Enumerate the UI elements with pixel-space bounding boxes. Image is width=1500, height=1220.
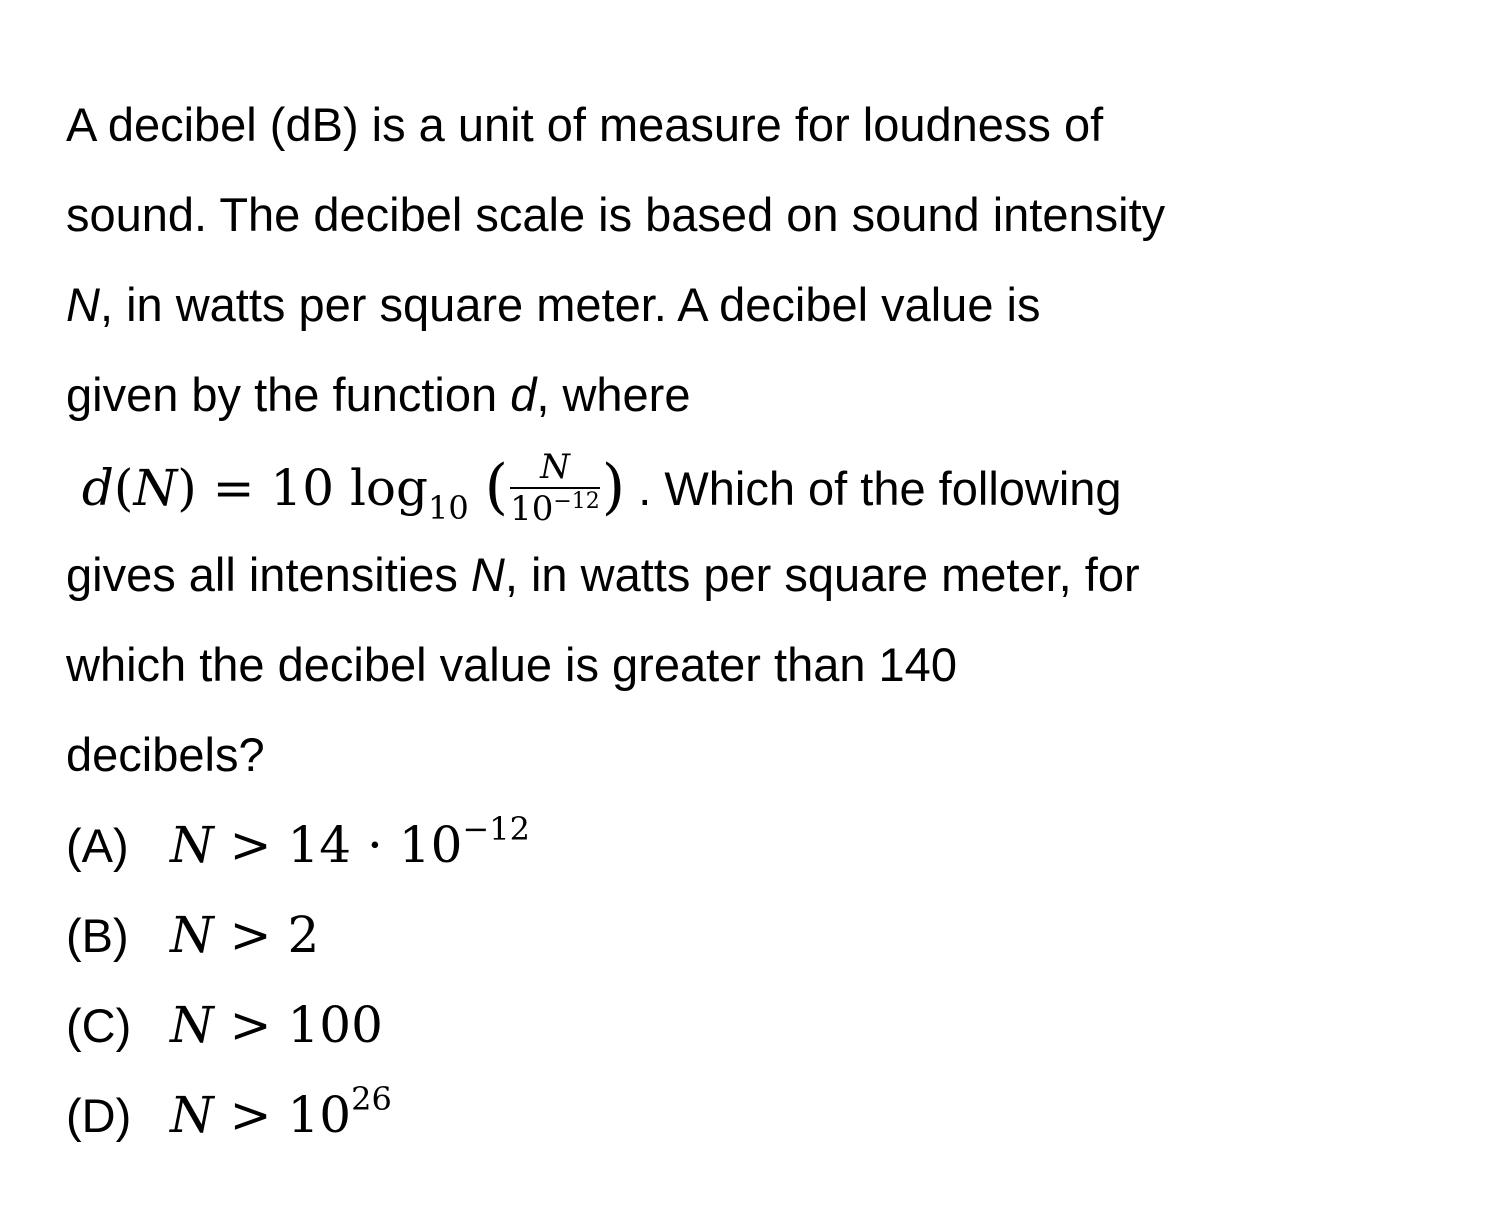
choice-label: (A)	[66, 819, 129, 872]
choice-math	[170, 906, 319, 964]
formula-log-base: 10	[428, 489, 469, 527]
variable-n: N	[470, 548, 505, 601]
question-line-4	[66, 350, 1466, 440]
formula-arg: N	[133, 459, 178, 517]
question-text: given by the function	[66, 368, 511, 421]
question-line-2	[66, 170, 1466, 260]
question-line-6	[66, 530, 1466, 620]
choice-value: 100	[287, 996, 383, 1054]
variable-n: N	[66, 278, 100, 331]
question-text: which the decibel value is greater than 140	[66, 638, 957, 691]
choice-op: >	[229, 996, 272, 1054]
choice-label: (D)	[66, 1089, 132, 1142]
question-line-7	[66, 620, 1466, 710]
choice-math	[170, 996, 383, 1054]
denominator-base: 10	[510, 489, 554, 529]
choice-var: N	[170, 1086, 214, 1144]
variable-d: d	[510, 368, 537, 421]
choice-var: N	[170, 816, 214, 874]
denominator-exponent: −12	[553, 489, 600, 514]
question-line-3	[66, 260, 1466, 350]
question-line-8	[66, 710, 1466, 800]
choice-label: (B)	[66, 909, 129, 962]
question-line-1	[66, 80, 1466, 170]
fraction	[510, 447, 600, 529]
question-text: , in watts per square meter. A decibel value is	[99, 278, 1041, 331]
choice-label: (C)	[66, 999, 132, 1052]
choice-op: >	[229, 1086, 272, 1144]
choice-b	[66, 890, 1466, 980]
question-text: sound. The decibel scale is based on sound intensity	[66, 188, 1166, 241]
question-document	[66, 80, 1466, 1160]
choice-value: 14 · 10	[287, 816, 463, 874]
choice-math	[170, 810, 530, 874]
question-line-5	[66, 440, 1466, 530]
choice-op: >	[229, 816, 272, 874]
question-text: decibels?	[66, 728, 265, 781]
question-text: , where	[536, 368, 691, 421]
fraction-numerator: N	[510, 450, 600, 489]
choice-c	[66, 980, 1466, 1070]
choice-value: 2	[287, 906, 320, 964]
question-text: , in watts per square meter, for	[504, 548, 1140, 601]
choice-exponent: 26	[351, 1080, 392, 1118]
formula-log: log	[349, 459, 429, 517]
choice-var: N	[170, 996, 214, 1054]
choice-value: 10	[287, 1086, 352, 1144]
question-text: . Which of the following	[638, 462, 1122, 515]
fraction-denominator	[510, 489, 600, 529]
choice-var: N	[170, 906, 214, 964]
right-paren: )	[601, 452, 626, 522]
formula-coef: 10	[270, 459, 335, 517]
formula: d(N) = 10 $\log_{10}$ ( $\frac{N}{10^{-12}}$ )	[81, 447, 626, 529]
formula-equals: =	[212, 459, 255, 517]
question-text: gives all intensities	[66, 548, 471, 601]
choice-math	[170, 1080, 392, 1144]
choice-exponent: −12	[462, 810, 530, 848]
choice-op: >	[229, 906, 272, 964]
choice-d	[66, 1070, 1466, 1160]
formula-func: d	[81, 459, 114, 517]
question-text: A decibel (dB) is a unit of measure for loudness of	[66, 98, 1104, 151]
choice-a	[66, 800, 1466, 890]
left-paren: (	[484, 452, 509, 522]
